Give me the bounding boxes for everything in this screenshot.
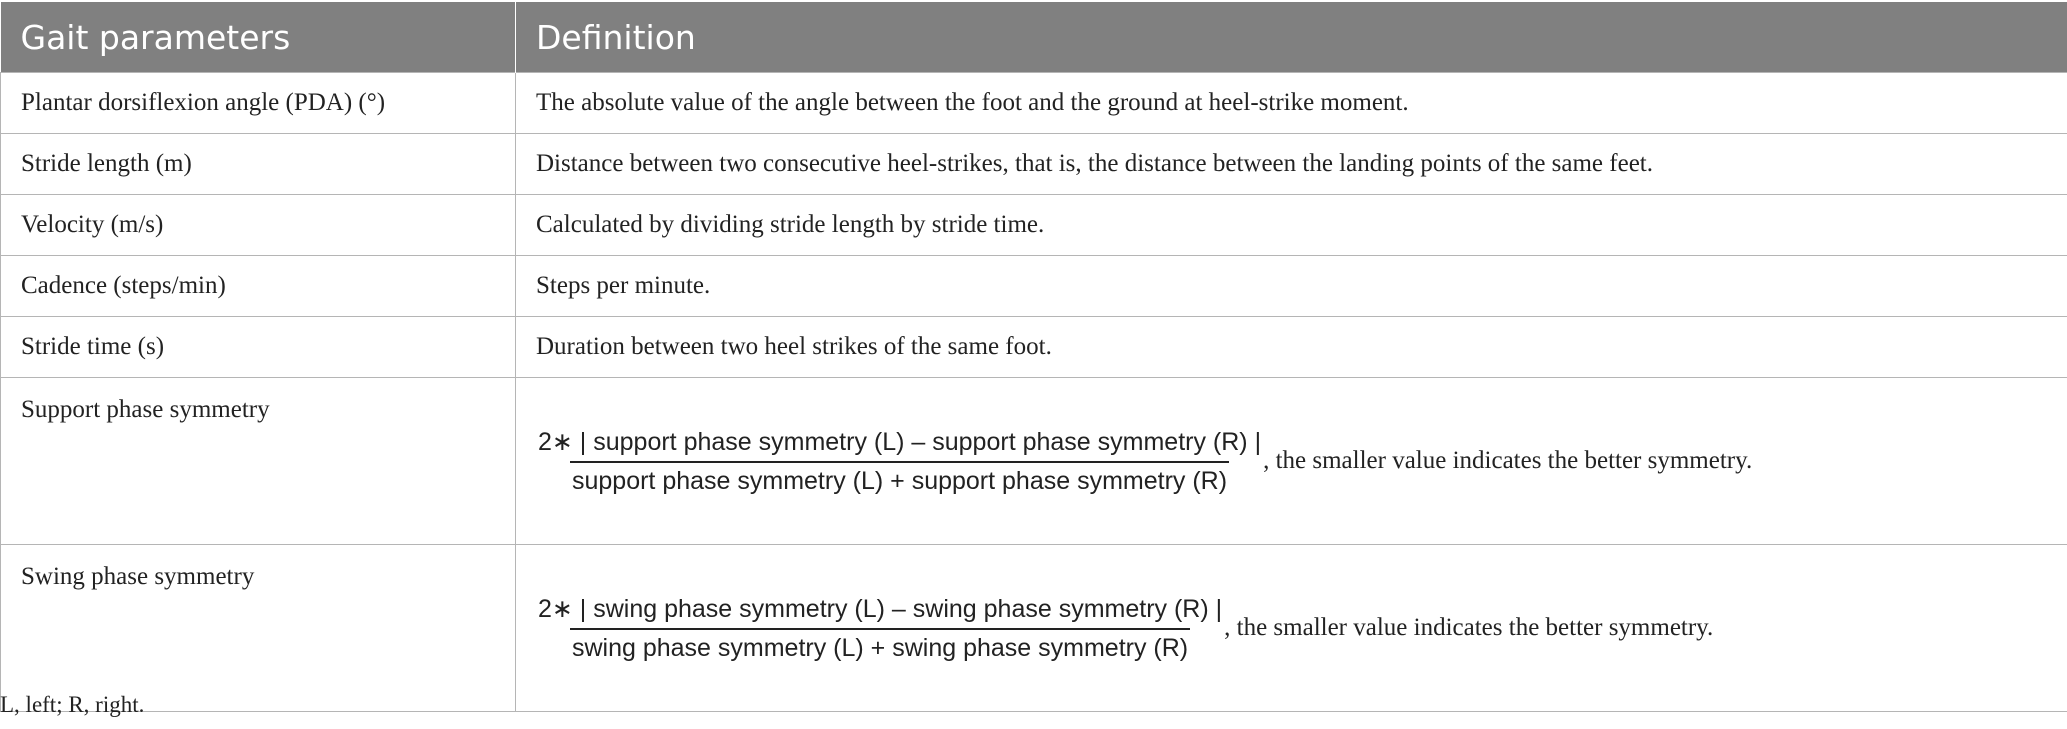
table-row — [1, 317, 2067, 378]
parameter-cell: Swing phase symmetry — [1, 545, 516, 712]
table-row — [1, 378, 2067, 545]
definition-cell: Steps per minute. — [516, 256, 2067, 317]
formula-fraction — [536, 594, 1224, 663]
definition-cell — [516, 545, 2067, 712]
parameter-cell: Cadence (steps/min) — [1, 256, 516, 317]
formula-denominator: support phase symmetry (L) + support phase symmetry (R) — [570, 461, 1229, 496]
data-table — [0, 2, 2067, 712]
parameter-cell: Stride time (s) — [1, 317, 516, 378]
parameter-cell: Stride length (m) — [1, 134, 516, 195]
header-row — [1, 2, 2067, 73]
header-gait-parameters: Gait parameters — [1, 2, 516, 73]
definition-cell: Calculated by dividing stride length by stride time. — [516, 195, 2067, 256]
table-row — [1, 73, 2067, 134]
definition-cell: The absolute value of the angle between the foot and the ground at heel-strike moment. — [516, 73, 2067, 134]
formula-note: , the smaller value indicates the better symmetry. — [1263, 447, 1753, 474]
formula-fraction — [536, 427, 1263, 496]
table-row — [1, 545, 2067, 712]
table-row — [1, 134, 2067, 195]
definition-cell: Distance between two consecutive heel-strikes, that is, the distance between the landing points of the same feet. — [516, 134, 2067, 195]
symmetry-formula — [536, 594, 2067, 663]
formula-note: , the smaller value indicates the better symmetry. — [1224, 614, 1714, 641]
definition-cell — [516, 378, 2067, 545]
formula-numerator: 2∗ | swing phase symmetry (L) – swing phase symmetry (R) | — [538, 594, 1223, 623]
formula-denominator: swing phase symmetry (L) + swing phase symmetry (R) — [570, 628, 1190, 663]
header-definition: Definition — [516, 2, 2067, 73]
table-row — [1, 195, 2067, 256]
gait-parameters-table — [0, 2, 2067, 712]
symmetry-formula — [536, 427, 2067, 496]
table-footnote: L, left; R, right. — [0, 692, 145, 717]
parameter-cell: Support phase symmetry — [1, 378, 516, 545]
parameter-cell: Plantar dorsiflexion angle (PDA) (°) — [1, 73, 516, 134]
formula-numerator: 2∗ | support phase symmetry (L) – support phase symmetry (R) | — [538, 427, 1262, 456]
table-row — [1, 256, 2067, 317]
definition-cell: Duration between two heel strikes of the same foot. — [516, 317, 2067, 378]
parameter-cell: Velocity (m/s) — [1, 195, 516, 256]
